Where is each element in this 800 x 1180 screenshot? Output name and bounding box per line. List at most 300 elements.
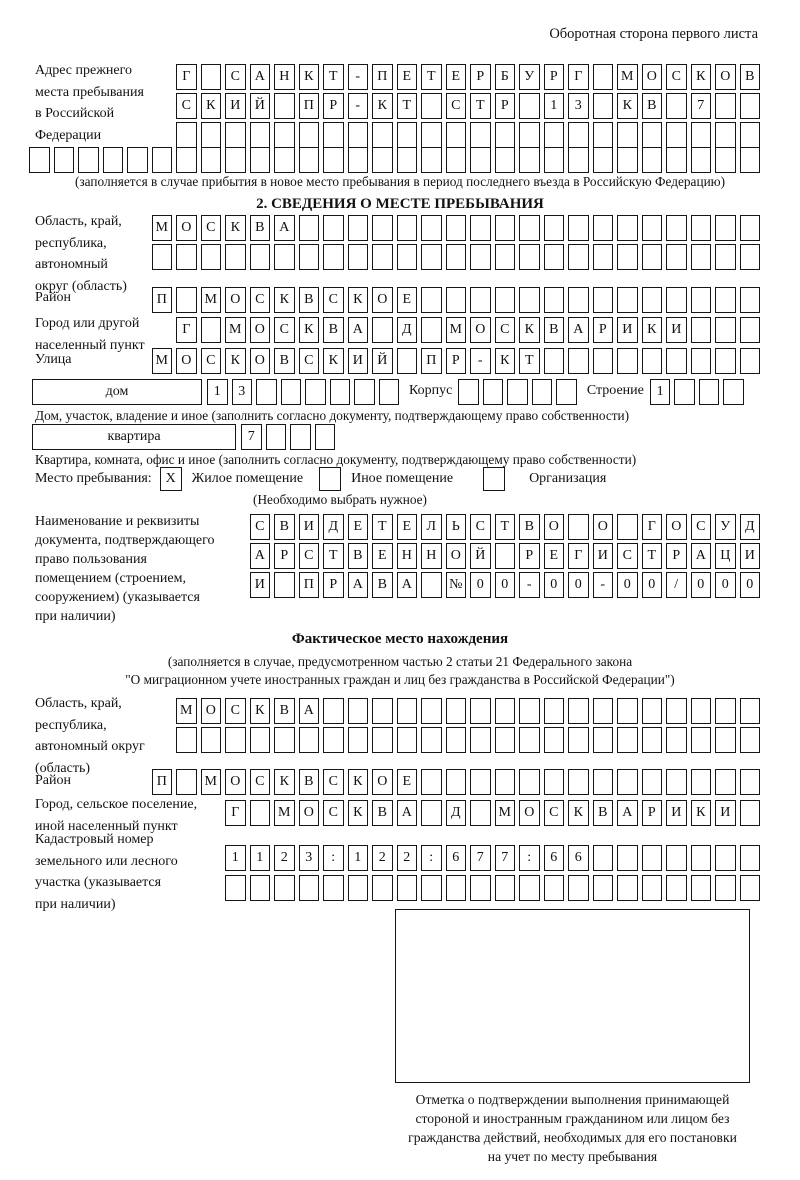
char-cell [274,572,295,598]
char-cell [127,147,148,173]
oblast-row-1 [152,215,761,241]
char-cell: В [323,317,344,343]
document-row-1 [250,514,761,540]
char-cell [519,215,540,241]
char-cell [642,727,663,753]
char-cell: О [666,514,687,540]
char-cell [299,147,320,173]
char-cell: Р [666,543,687,569]
char-cell: В [250,215,271,241]
char-cell [176,769,197,795]
char-cell [544,875,565,901]
char-cell [54,147,75,173]
char-cell [250,122,271,148]
char-cell [593,698,614,724]
char-cell [568,875,589,901]
char-cell [348,875,369,901]
kvartira-cells [241,424,335,450]
char-cell: 2 [274,845,295,871]
fact-oblast-row-2 [176,727,760,753]
label-line: автономный [35,257,108,272]
char-cell: 6 [544,845,565,871]
char-cell [274,122,295,148]
char-cell: С [470,514,491,540]
mesto-note: (Необходимо выбрать нужное) [253,492,427,507]
label-line: иной населенный пункт [35,818,178,834]
char-cell: К [519,317,540,343]
char-cell [446,244,467,270]
char-cell [617,122,638,148]
char-cell [274,875,295,901]
char-cell [470,244,491,270]
char-cell: 0 [544,572,565,598]
char-cell: С [250,514,271,540]
char-cell [593,93,614,119]
char-cell [593,727,614,753]
inoe-option-label: Иное помещение [351,471,454,486]
char-cell [740,348,761,374]
char-cell: О [372,769,393,795]
char-cell [642,875,663,901]
char-cell [691,147,712,173]
char-cell [715,348,736,374]
char-cell [740,93,761,119]
char-cell [568,287,589,313]
char-cell: О [299,800,320,826]
char-cell: В [642,93,663,119]
char-cell [495,147,516,173]
char-cell [250,800,271,826]
char-cell: К [225,348,246,374]
char-cell: А [397,572,418,598]
char-cell: В [519,514,540,540]
char-cell: Т [397,93,418,119]
char-cell [458,379,479,405]
char-cell: Р [323,572,344,598]
char-cell: С [691,514,712,540]
char-cell [421,727,442,753]
char-cell [348,727,369,753]
char-cell [715,244,736,270]
char-cell: М [446,317,467,343]
char-cell: 1 [207,379,228,405]
char-cell [421,215,442,241]
char-cell [274,727,295,753]
char-cell [446,147,467,173]
char-cell [519,93,540,119]
char-cell [495,698,516,724]
char-cell [666,727,687,753]
char-cell [691,845,712,871]
label-line: гражданства действий, необходимых для его постановки [408,1130,737,1145]
char-cell [421,698,442,724]
label-line: "О миграционном учете иностранных граждан и лиц без гражданства в Российской Федерации") [125,671,675,687]
char-cell [691,215,712,241]
char-cell: У [715,514,736,540]
char-cell [740,769,761,795]
zhiloe-checkbox: X [160,467,182,491]
char-cell [715,875,736,901]
char-cell [642,287,663,313]
char-cell [642,348,663,374]
char-cell: Р [593,317,614,343]
char-cell [421,769,442,795]
char-cell [691,727,712,753]
char-cell: П [299,572,320,598]
char-cell [593,147,614,173]
char-cell: О [446,543,467,569]
char-cell [740,287,761,313]
char-cell [666,348,687,374]
char-cell: Д [397,317,418,343]
char-cell: Е [348,514,369,540]
char-cell: К [250,698,271,724]
char-cell: У [519,64,540,90]
char-cell [691,122,712,148]
char-cell: Н [397,543,418,569]
char-cell: 0 [715,572,736,598]
char-cell: Н [421,543,442,569]
char-cell: П [421,348,442,374]
char-cell: Р [323,93,344,119]
char-cell [495,122,516,148]
gorod-row [176,317,760,343]
char-cell [544,215,565,241]
char-cell: Г [568,64,589,90]
char-cell [290,424,311,450]
char-cell [397,348,418,374]
char-cell [544,727,565,753]
char-cell: К [372,93,393,119]
char-cell [299,244,320,270]
char-cell [495,244,516,270]
kadastr-label [35,829,178,915]
char-cell: О [593,514,614,540]
char-cell: 1 [250,845,271,871]
char-cell: Г [568,543,589,569]
char-cell: К [225,215,246,241]
ulitsa-row [152,348,761,374]
char-cell [568,244,589,270]
char-cell [446,287,467,313]
char-cell: А [568,317,589,343]
char-cell [397,147,418,173]
char-cell [544,348,565,374]
char-cell: К [495,348,516,374]
char-cell [691,875,712,901]
char-cell [519,875,540,901]
char-cell [544,244,565,270]
char-cell: В [544,317,565,343]
char-cell: В [372,572,393,598]
char-cell: И [225,93,246,119]
char-cell: К [201,93,222,119]
char-cell [372,147,393,173]
char-cell [176,244,197,270]
char-cell: Р [544,64,565,90]
char-cell: И [299,514,320,540]
char-cell [617,845,638,871]
char-cell: К [348,800,369,826]
char-cell: С [495,317,516,343]
char-cell [568,122,589,148]
prev-address-label [35,60,144,146]
raion-label: Район [35,290,71,305]
char-cell [323,698,344,724]
char-cell [740,244,761,270]
prev-address-row-1 [176,64,760,90]
char-cell: 0 [617,572,638,598]
char-cell [201,317,222,343]
char-cell [201,727,222,753]
char-cell: А [250,543,271,569]
char-cell: О [225,287,246,313]
char-cell: И [250,572,271,598]
char-cell [495,287,516,313]
char-cell [715,147,736,173]
oblast-row-2 [152,244,761,270]
char-cell [201,147,222,173]
char-cell [372,122,393,148]
char-cell [470,122,491,148]
char-cell [281,379,302,405]
label-line: участка (указывается [35,875,162,890]
char-cell: К [299,317,320,343]
char-cell [674,379,695,405]
char-cell [642,244,663,270]
char-cell: Т [421,64,442,90]
char-cell [379,379,400,405]
char-cell [323,727,344,753]
document-row-3 [250,572,761,598]
char-cell [305,379,326,405]
char-cell [348,147,369,173]
char-cell: 7 [691,93,712,119]
char-cell [372,698,393,724]
char-cell: П [152,769,173,795]
inoe-checkbox [319,467,341,491]
dom-cells [207,379,399,405]
char-cell: 0 [470,572,491,598]
char-cell: А [250,64,271,90]
char-cell [29,147,50,173]
char-cell [715,769,736,795]
char-cell: А [691,543,712,569]
kvartira-note: Квартира, комната, офис и иное (заполнить согласно документу, подтверждающему право собственности) [35,452,637,467]
char-cell [532,379,553,405]
char-cell [176,287,197,313]
stroenie-label: Строение [586,383,644,398]
char-cell [421,875,442,901]
char-cell [397,698,418,724]
char-cell [299,727,320,753]
char-cell [274,147,295,173]
label-line: Адрес прежнего [35,63,132,78]
char-cell: Е [397,514,418,540]
char-cell: В [299,769,320,795]
char-cell: С [323,800,344,826]
char-cell: Р [642,800,663,826]
char-cell: К [348,287,369,313]
char-cell: С [225,64,246,90]
char-cell: О [372,287,393,313]
char-cell [201,244,222,270]
fact-raion-label: Район [35,773,71,788]
char-cell [715,845,736,871]
char-cell: Е [397,769,418,795]
zhiloe-option-label: Жилое помещение [191,471,304,486]
char-cell [372,244,393,270]
char-cell: 0 [691,572,712,598]
label-line: Город или другой [35,316,140,331]
char-cell [740,727,761,753]
label-line: в Российской [35,106,115,121]
char-cell [666,147,687,173]
char-cell [495,215,516,241]
char-cell [740,215,761,241]
char-cell [372,875,393,901]
char-cell [421,93,442,119]
char-cell: К [642,317,663,343]
char-cell: Й [372,348,393,374]
kvartira-label-box: квартира [32,424,236,450]
char-cell [568,348,589,374]
char-cell [274,93,295,119]
char-cell: С [250,769,271,795]
label-line: республика, [35,717,107,733]
char-cell [397,215,418,241]
char-cell: С [666,64,687,90]
kadastr-row-1 [225,845,760,871]
char-cell [666,769,687,795]
char-cell: А [348,317,369,343]
char-cell [519,727,540,753]
label-line: автономный округ [35,739,145,754]
char-cell [470,769,491,795]
char-cell [250,147,271,173]
prev-address-note: (заполняется в случае прибытия в новое место пребывания в период последнего въезда в Российскую Федерацию) [74,174,726,189]
char-cell: - [348,64,369,90]
char-cell [519,287,540,313]
char-cell [642,215,663,241]
char-cell: Д [740,514,761,540]
char-cell [446,769,467,795]
char-cell: Т [495,514,516,540]
char-cell [201,122,222,148]
char-cell: К [691,64,712,90]
char-cell: Д [446,800,467,826]
char-cell: 1 [544,93,565,119]
label-line: республика, [35,235,107,251]
char-cell [715,215,736,241]
char-cell [372,727,393,753]
label-line: земельного или лесного [35,853,178,869]
char-cell [225,727,246,753]
label-line: при наличии) [35,609,116,624]
char-cell: 6 [568,845,589,871]
char-cell: А [617,800,638,826]
char-cell [617,698,638,724]
char-cell: С [274,317,295,343]
stamp-area-box [395,909,750,1083]
char-cell [176,727,197,753]
char-cell: С [323,769,344,795]
char-cell [470,800,491,826]
char-cell: М [225,317,246,343]
char-cell: Т [470,93,491,119]
char-cell [691,317,712,343]
char-cell: М [152,215,173,241]
char-cell: Р [446,348,467,374]
char-cell: К [274,287,295,313]
char-cell [556,379,577,405]
ulitsa-label: Улица [35,352,72,367]
char-cell: 3 [299,845,320,871]
label-line: населенный пункт [35,337,145,353]
char-cell [348,215,369,241]
char-cell: Д [323,514,344,540]
char-cell: К [568,800,589,826]
char-cell [421,287,442,313]
char-cell: В [740,64,761,90]
char-cell [666,93,687,119]
char-cell [715,93,736,119]
oblast-label [35,211,127,297]
label-line: Город, сельское поселение, [35,797,198,812]
char-cell: Т [642,543,663,569]
char-cell [519,147,540,173]
char-cell [323,147,344,173]
prev-address-row-3 [176,122,760,148]
char-cell [315,424,336,450]
char-cell [225,147,246,173]
char-cell: С [225,698,246,724]
char-cell [330,379,351,405]
char-cell [470,875,491,901]
label-line: сооружением) (указывается [35,590,200,605]
char-cell [666,215,687,241]
char-cell: С [201,215,222,241]
char-cell [348,698,369,724]
char-cell: Л [421,514,442,540]
char-cell [519,769,540,795]
char-cell: Е [397,287,418,313]
char-cell: - [470,348,491,374]
char-cell: Т [323,64,344,90]
char-cell [250,244,271,270]
char-cell [323,122,344,148]
char-cell [250,875,271,901]
char-cell: Ц [715,543,736,569]
char-cell [740,875,761,901]
char-cell: - [519,572,540,598]
char-cell: В [274,348,295,374]
prev-address-row-2 [176,93,760,119]
char-cell [568,147,589,173]
char-cell: Т [323,543,344,569]
char-cell: А [397,800,418,826]
char-cell: О [519,800,540,826]
char-cell: : [421,845,442,871]
char-cell: 7 [241,424,262,450]
label-line: Кадастровый номер [35,832,154,847]
char-cell [740,845,761,871]
fact-note [0,653,800,688]
kvartira-row [32,424,335,450]
char-cell: О [250,348,271,374]
char-cell: С [323,287,344,313]
char-cell: 0 [568,572,589,598]
